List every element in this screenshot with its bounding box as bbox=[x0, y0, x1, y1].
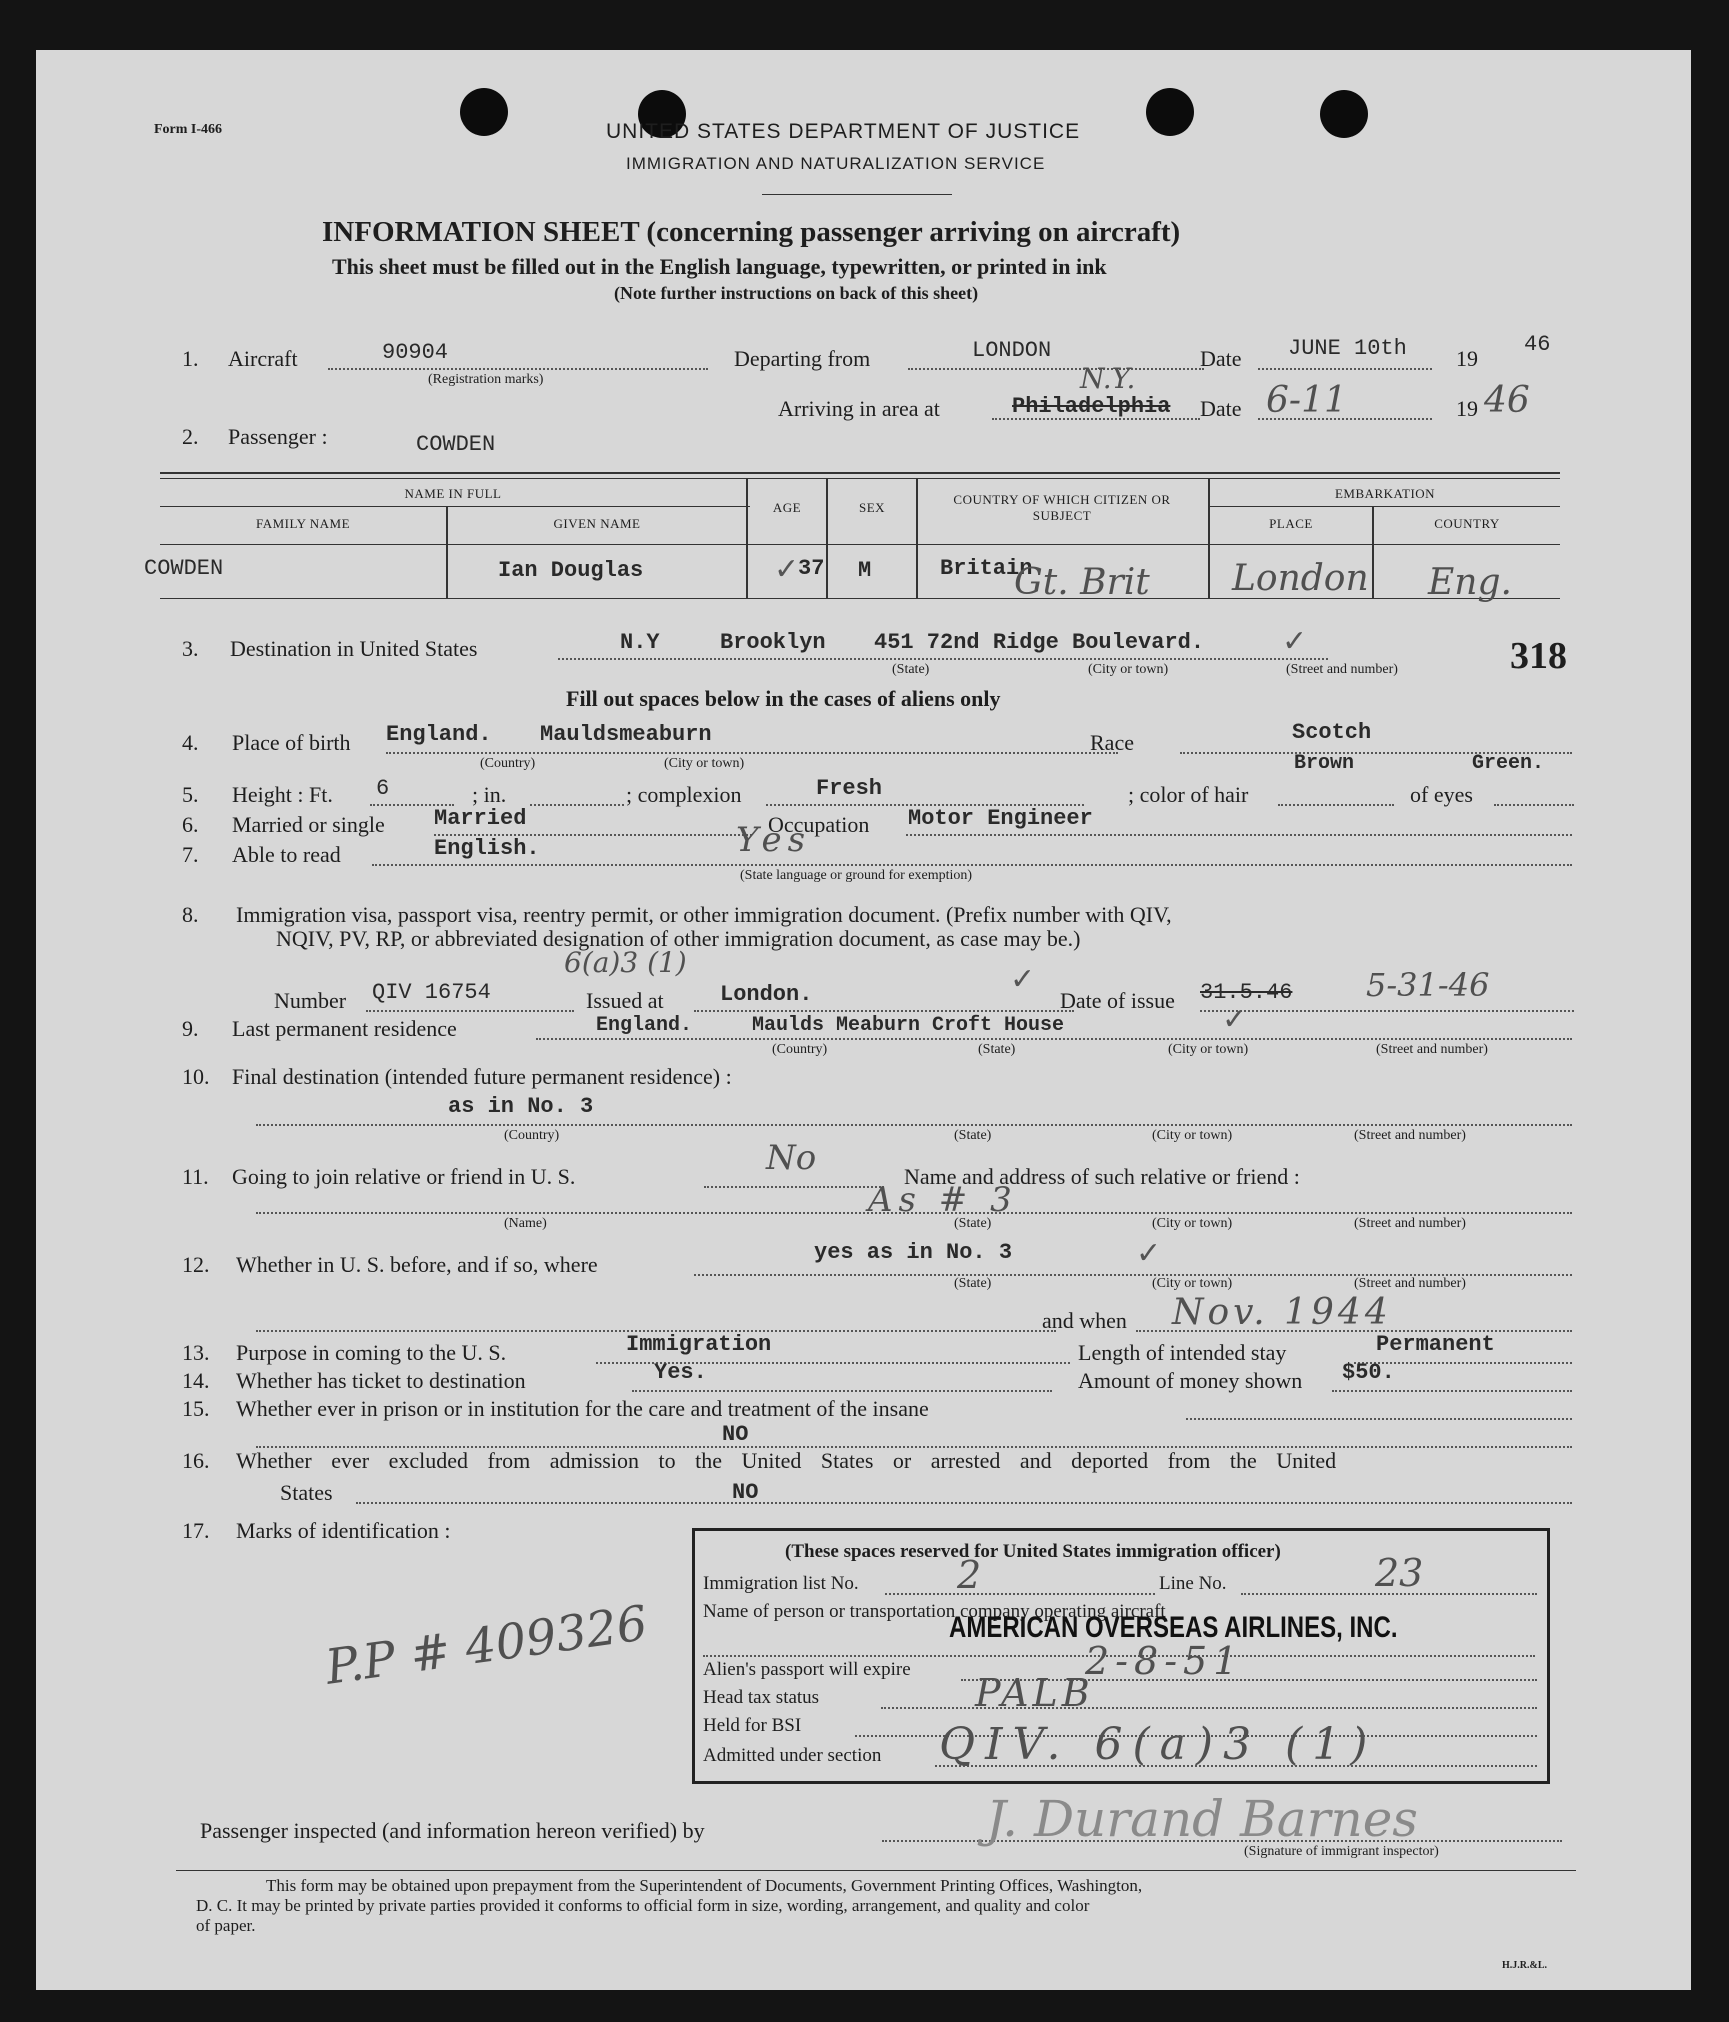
height-in-line bbox=[530, 804, 624, 806]
line-no-value: 23 bbox=[1375, 1551, 1424, 1595]
embark-place-handwritten: London bbox=[1232, 558, 1369, 599]
hair-value: Brown bbox=[1294, 752, 1355, 775]
date-label: Date bbox=[1200, 346, 1242, 371]
prison-label: Whether ever in prison or in institution for the care and treatment of the insane bbox=[236, 1396, 929, 1421]
excluded-line bbox=[356, 1502, 1572, 1504]
birth-place-line bbox=[386, 752, 1118, 754]
header-rule bbox=[762, 194, 952, 195]
money-value: $50. bbox=[1342, 1360, 1395, 1385]
money-line bbox=[1332, 1390, 1572, 1392]
passport-expire-label: Alien's passport will expire bbox=[703, 1659, 911, 1680]
eyes-value: Green. bbox=[1472, 752, 1545, 775]
year-value: 46 bbox=[1524, 332, 1551, 357]
officer-box bbox=[692, 1528, 1550, 1784]
when-handwritten: Nov. 1944 bbox=[1172, 1292, 1392, 1333]
list-no-value: 2 bbox=[957, 1553, 982, 1597]
departing-label: Departing from bbox=[734, 346, 871, 371]
birth-country-caption: (Country) bbox=[480, 756, 536, 771]
item-number: 5. bbox=[182, 782, 199, 807]
instructions-note: (Note further instructions on back of this sheet) bbox=[614, 283, 979, 303]
table-header-rule bbox=[160, 544, 1560, 545]
company-label: Name of person or transportation company operating aircraft bbox=[703, 1601, 1166, 1622]
punch-hole bbox=[1146, 88, 1194, 136]
date-of-issue-label: Date of issue bbox=[1060, 988, 1175, 1013]
item-number: 6. bbox=[182, 812, 199, 837]
prison-line bbox=[1186, 1418, 1572, 1420]
admitted-value: QIV. 6(a)3 (1) bbox=[939, 1719, 1378, 1770]
given-name-value: Ian Douglas bbox=[498, 558, 644, 583]
held-bsi-label: Held for BSI bbox=[703, 1715, 802, 1736]
ticket-label: Whether has ticket to destination bbox=[236, 1368, 526, 1393]
read-value: English. bbox=[434, 836, 540, 861]
join-relative-label: Going to join relative or friend in U. S. bbox=[232, 1164, 576, 1189]
eyes-line bbox=[1494, 804, 1574, 806]
excluded-label-1: Whether ever excluded from admission to the United States or arrested and deported from the United bbox=[236, 1448, 1337, 1473]
table-top-rule-2 bbox=[160, 478, 1560, 479]
citizen-handwritten: Gt. Brit bbox=[1014, 562, 1150, 603]
name-in-full-header: NAME IN FULL bbox=[404, 486, 502, 501]
admitted-label: Admitted under section bbox=[703, 1745, 882, 1766]
visa-number-value: QIV 16754 bbox=[372, 980, 491, 1005]
footer-rule bbox=[176, 1870, 1576, 1871]
sex-value: M bbox=[858, 558, 872, 583]
footer-line-3: of paper. bbox=[196, 1916, 256, 1935]
city-caption: (City or town) bbox=[1088, 662, 1169, 677]
aliens-heading: Fill out spaces below in the cases of aliens only bbox=[566, 686, 1001, 711]
head-tax-label: Head tax status bbox=[703, 1687, 820, 1708]
destination-label: Destination in United States bbox=[230, 636, 478, 661]
aircraft-label: Aircraft bbox=[228, 346, 298, 371]
form-sheet bbox=[36, 50, 1691, 1990]
year2-prefix: 19 bbox=[1456, 396, 1478, 421]
ticket-line bbox=[632, 1390, 1052, 1392]
passenger-label: Passenger : bbox=[228, 424, 328, 449]
city-caption: (City or town) bbox=[1152, 1216, 1233, 1231]
item-number: 8. bbox=[182, 902, 199, 927]
date-line bbox=[1258, 368, 1432, 370]
join-relative-line bbox=[704, 1186, 884, 1188]
footer-line-2: D. C. It may be printed by private parties provided it conforms to official form in size, wording, arrangement, and quality and color bbox=[196, 1896, 1090, 1915]
street-caption: (Street and number) bbox=[1376, 1042, 1488, 1057]
country-header: COUNTRY bbox=[1434, 516, 1500, 531]
line-no-label: Line No. bbox=[1159, 1573, 1227, 1594]
read-line bbox=[372, 864, 1572, 866]
visa-text-2: NQIV, PV, RP, or abbreviated designation of other immigration document, as case may be.) bbox=[276, 926, 1081, 951]
year-prefix: 19 bbox=[1456, 346, 1478, 371]
aircraft-line bbox=[328, 368, 708, 370]
officer-box-heading: (These spaces reserved for United States immigration officer) bbox=[785, 1541, 1281, 1562]
item-number: 13. bbox=[182, 1340, 210, 1365]
occupation-label: Occupation bbox=[768, 812, 870, 837]
date2-value: 6-11 bbox=[1266, 380, 1347, 421]
passenger-value: COWDEN bbox=[416, 432, 496, 457]
visa-number-label: Number bbox=[274, 988, 347, 1013]
table-top-rule bbox=[160, 472, 1560, 474]
purpose-value: Immigration bbox=[626, 1332, 772, 1357]
complexion-value: Fresh bbox=[816, 776, 883, 801]
check-mark-icon: ✓ bbox=[1010, 962, 1036, 997]
destination-line bbox=[558, 658, 1328, 660]
check-mark-icon: ✓ bbox=[1282, 624, 1308, 659]
marital-value: Married bbox=[434, 806, 527, 831]
name-subheader-rule bbox=[160, 506, 750, 507]
complexion-label: ; complexion bbox=[626, 782, 742, 807]
excluded-value: NO bbox=[732, 1480, 759, 1505]
printer-mark: H.J.R.&L. bbox=[1502, 1960, 1547, 1971]
last-residence-line bbox=[536, 1038, 1572, 1040]
hair-line bbox=[1278, 804, 1394, 806]
inspected-label: Passenger inspected (and information hereon verified) by bbox=[200, 1818, 705, 1843]
eyes-label: of eyes bbox=[1410, 782, 1473, 807]
excluded-label-2: States bbox=[280, 1480, 333, 1505]
table-col-divider bbox=[746, 478, 748, 598]
date-of-issue-line bbox=[1200, 1010, 1574, 1012]
hair-label: ; color of hair bbox=[1128, 782, 1249, 807]
last-residence-label: Last permanent residence bbox=[232, 1016, 457, 1041]
read-handwritten: Yes bbox=[736, 820, 812, 860]
date-value: JUNE 10th bbox=[1288, 336, 1407, 361]
citizen-header: COUNTRY OF WHICH CITIZEN OR SUBJECT bbox=[953, 492, 1171, 523]
visa-text-1: Immigration visa, passport visa, reentry permit, or other immigration document. (Prefix number with QIV, bbox=[236, 902, 1172, 927]
read-caption: (State language or ground for exemption) bbox=[740, 868, 973, 883]
aircraft-value: 90904 bbox=[382, 340, 449, 365]
identification-label: Marks of identification : bbox=[236, 1518, 451, 1543]
year2-value: 46 bbox=[1484, 380, 1530, 421]
race-value: Scotch bbox=[1292, 720, 1372, 745]
height-label: Height : Ft. bbox=[232, 782, 333, 807]
final-destination-line bbox=[256, 1124, 1572, 1126]
citizen-value: Britain bbox=[940, 556, 1033, 581]
list-no-line bbox=[885, 1593, 1155, 1595]
form-number: Form I-466 bbox=[154, 122, 223, 137]
arriving-handwritten: N.Y. bbox=[1080, 362, 1136, 395]
ticket-value: Yes. bbox=[654, 1360, 707, 1385]
city-caption: (City or town) bbox=[1168, 1042, 1249, 1057]
race-label: Race bbox=[1090, 730, 1134, 755]
when-label: and when bbox=[1042, 1308, 1127, 1333]
purpose-label: Purpose in coming to the U. S. bbox=[236, 1340, 507, 1365]
punch-hole bbox=[1320, 90, 1368, 138]
city-caption: (City or town) bbox=[1152, 1276, 1233, 1291]
age-value: 37 bbox=[798, 556, 825, 581]
last-residence-city: Maulds Meaburn Croft House bbox=[752, 1014, 1065, 1037]
stamped-number: 318 bbox=[1510, 635, 1567, 677]
item-number: 11. bbox=[182, 1164, 209, 1189]
street-caption: (Street and number) bbox=[1354, 1128, 1466, 1143]
visa-number-line bbox=[366, 1010, 574, 1012]
name-caption: (Name) bbox=[504, 1216, 547, 1231]
visa-section-handwritten: 6(a)3 (1) bbox=[564, 946, 687, 979]
item-number: 9. bbox=[182, 1016, 199, 1041]
family-name-header: FAMILY NAME bbox=[255, 516, 351, 531]
occupation-line bbox=[906, 834, 1572, 836]
family-name-value: COWDEN bbox=[144, 556, 224, 581]
state-caption: (State) bbox=[892, 662, 930, 677]
stay-label: Length of intended stay bbox=[1078, 1340, 1287, 1365]
item-number: 16. bbox=[182, 1448, 210, 1473]
check-mark-icon: ✓ bbox=[774, 552, 800, 587]
read-label: Able to read bbox=[232, 842, 341, 867]
prison-value: NO bbox=[722, 1422, 749, 1447]
check-mark-icon: ✓ bbox=[1136, 1236, 1162, 1271]
given-name-header: GIVEN NAME bbox=[553, 516, 641, 531]
issued-at-value: London. bbox=[720, 982, 813, 1007]
destination-state: N.Y bbox=[620, 630, 660, 655]
embarkation-header: EMBARKATION bbox=[1334, 486, 1436, 501]
previous-visit-value: yes as in No. 3 bbox=[814, 1240, 1013, 1265]
airline-stamp: AMERICAN OVERSEAS AIRLINES, INC. bbox=[949, 1611, 1398, 1644]
marital-label: Married or single bbox=[232, 812, 385, 837]
item-number: 7. bbox=[182, 842, 199, 867]
list-no-label: Immigration list No. bbox=[703, 1573, 859, 1594]
item-number: 14. bbox=[182, 1368, 210, 1393]
city-caption: (City or town) bbox=[1152, 1128, 1233, 1143]
place-header: PLACE bbox=[1269, 516, 1313, 531]
table-col-divider bbox=[826, 478, 828, 598]
state-caption: (State) bbox=[978, 1042, 1016, 1057]
item-number: 17. bbox=[182, 1518, 210, 1543]
state-caption: (State) bbox=[954, 1276, 992, 1291]
issued-at-line bbox=[694, 1010, 1074, 1012]
join-relative-handwritten: No bbox=[766, 1138, 817, 1178]
relative-name-label: Name and address of such relative or friend : bbox=[904, 1164, 1300, 1189]
last-residence-country: England. bbox=[596, 1014, 693, 1037]
street-caption: (Street and number) bbox=[1286, 662, 1398, 677]
final-destination-label: Final destination (intended future permanent residence) : bbox=[232, 1064, 732, 1089]
item-number: 2. bbox=[182, 424, 199, 449]
signature-caption: (Signature of immigrant inspector) bbox=[1244, 1844, 1439, 1859]
item-number: 3. bbox=[182, 636, 199, 661]
passport-number-handwritten: P.P # 409326 bbox=[322, 1595, 651, 1696]
arriving-label: Arriving in area at bbox=[778, 396, 940, 421]
page-title: INFORMATION SHEET (concerning passenger arriving on aircraft) bbox=[322, 216, 1181, 248]
table-col-divider bbox=[916, 478, 918, 598]
punch-hole bbox=[460, 88, 508, 136]
item-number: 4. bbox=[182, 730, 199, 755]
issued-at-label: Issued at bbox=[586, 988, 664, 1013]
registration-caption: (Registration marks) bbox=[428, 372, 544, 387]
item-number: 12. bbox=[182, 1252, 210, 1277]
birth-city-caption: (City or town) bbox=[664, 756, 745, 771]
height-in-label: ; in. bbox=[472, 782, 507, 807]
check-mark-icon: ✓ bbox=[1222, 1002, 1248, 1037]
footer-line-1: This form may be obtained upon prepayment from the Superintendent of Documents, Government Printing Offices, Washington, bbox=[266, 1876, 1143, 1895]
final-destination-value: as in No. 3 bbox=[448, 1094, 594, 1119]
relative-address-line bbox=[256, 1212, 1572, 1214]
money-label: Amount of money shown bbox=[1078, 1368, 1303, 1393]
service-name: IMMIGRATION AND NATURALIZATION SERVICE bbox=[626, 154, 1046, 173]
country-caption: (Country) bbox=[772, 1042, 828, 1057]
destination-street: 451 72nd Ridge Boulevard. bbox=[874, 630, 1205, 655]
stay-value: Permanent bbox=[1376, 1332, 1495, 1357]
date-of-issue-struck: 31.5.46 bbox=[1200, 980, 1293, 1005]
relative-address-handwritten: As # 3 bbox=[868, 1180, 1018, 1220]
arriving-struck: Philadelphia bbox=[1012, 394, 1171, 419]
country-caption: (Country) bbox=[504, 1128, 560, 1143]
embark-subheader-rule bbox=[1208, 506, 1560, 507]
item-number: 15. bbox=[182, 1396, 210, 1421]
item-number: 10. bbox=[182, 1064, 210, 1089]
date-of-issue-handwritten: 5-31-46 bbox=[1366, 966, 1490, 1004]
occupation-value: Motor Engineer bbox=[908, 806, 1093, 831]
passport-expire-value: 2-8-51 bbox=[1085, 1639, 1244, 1683]
age-header: AGE bbox=[772, 500, 802, 515]
previous-visit-label: Whether in U. S. before, and if so, where bbox=[236, 1252, 598, 1277]
birth-city: Mauldsmeaburn bbox=[540, 722, 712, 747]
sex-header: SEX bbox=[858, 500, 886, 515]
street-caption: (Street and number) bbox=[1354, 1216, 1466, 1231]
agency-name: UNITED STATES DEPARTMENT OF JUSTICE bbox=[606, 120, 1081, 143]
state-caption: (State) bbox=[954, 1216, 992, 1231]
page-subtitle: This sheet must be filled out in the English language, typewritten, or printed in ink bbox=[332, 254, 1107, 279]
item-number: 1. bbox=[182, 346, 199, 371]
embark-country-handwritten: Eng. bbox=[1428, 562, 1512, 603]
date2-label: Date bbox=[1200, 396, 1242, 421]
birth-country: England. bbox=[386, 722, 492, 747]
head-tax-value: PALB bbox=[975, 1671, 1094, 1715]
departing-line bbox=[908, 368, 1204, 370]
destination-city: Brooklyn bbox=[720, 630, 826, 655]
state-caption: (State) bbox=[954, 1128, 992, 1143]
birth-place-label: Place of birth bbox=[232, 730, 351, 755]
departing-value: LONDON bbox=[972, 338, 1052, 363]
street-caption: (Street and number) bbox=[1354, 1276, 1466, 1291]
inspector-signature: J. Durand Barnes bbox=[986, 1790, 1418, 1848]
height-ft-value: 6 bbox=[376, 776, 390, 801]
